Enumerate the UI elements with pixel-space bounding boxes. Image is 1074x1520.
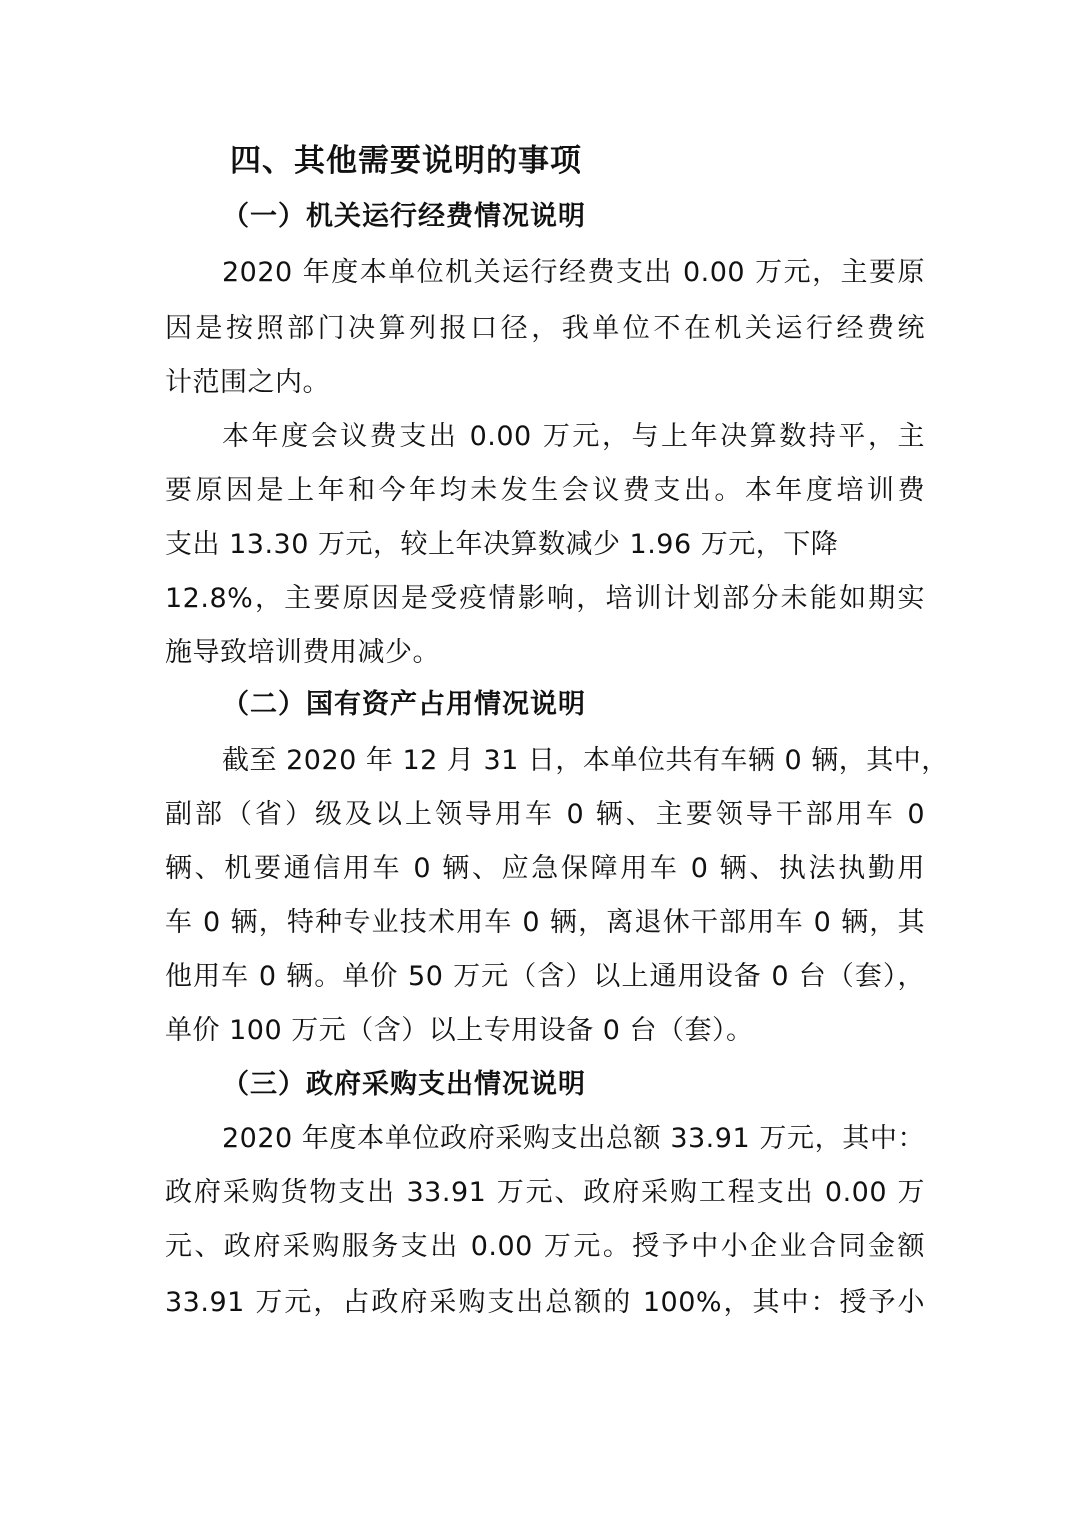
paragraph-line: 车 0 辆，特种专业技术用车 0 辆，离退休干部用车 0 辆，其 — [165, 907, 925, 938]
section-title: 四、其他需要说明的事项 — [230, 143, 582, 179]
subsection-heading-3: （三）政府采购支出情况说明 — [222, 1069, 586, 1100]
paragraph-line: 单价 100 万元（含）以上专用设备 0 台（套）。 — [165, 1015, 754, 1046]
paragraph-line: 截至 2020 年 12 月 31 日，本单位共有车辆 0 辆，其中， — [222, 745, 949, 776]
paragraph-line: 33.91 万元，占政府采购支出总额的 100%，其中：授予小 — [165, 1287, 925, 1318]
paragraph-line: 2020 年度本单位政府采购支出总额 33.91 万元，其中： — [222, 1123, 925, 1154]
paragraph-line: 支出 13.30 万元，较上年决算数减少 1.96 万元，下降 — [165, 529, 839, 560]
paragraph-line: 因是按照部门决算列报口径，我单位不在机关运行经费统 — [165, 313, 925, 344]
paragraph-line: 副部（省）级及以上领导用车 0 辆、主要领导干部用车 0 — [165, 799, 925, 830]
paragraph-line: 计范围之内。 — [165, 367, 330, 398]
paragraph-line: 本年度会议费支出 0.00 万元，与上年决算数持平，主 — [222, 421, 925, 452]
subsection-heading-1: （一）机关运行经费情况说明 — [222, 201, 586, 232]
paragraph-line: 12.8%，主要原因是受疫情影响，培训计划部分未能如期实 — [165, 583, 925, 614]
paragraph-line: 辆、机要通信用车 0 辆、应急保障用车 0 辆、执法执勤用 — [165, 853, 925, 884]
paragraph-line: 要原因是上年和今年均未发生会议费支出。本年度培训费 — [165, 475, 925, 506]
subsection-heading-2: （二）国有资产占用情况说明 — [222, 689, 586, 720]
paragraph-line: 元、政府采购服务支出 0.00 万元。授予中小企业合同金额 — [165, 1231, 925, 1262]
paragraph-line: 2020 年度本单位机关运行经费支出 0.00 万元，主要原 — [222, 257, 925, 288]
paragraph-line: 政府采购货物支出 33.91 万元、政府采购工程支出 0.00 万 — [165, 1177, 925, 1208]
paragraph-line: 他用车 0 辆。单价 50 万元（含）以上通用设备 0 台（套）， — [165, 961, 925, 992]
paragraph-line: 施导致培训费用减少。 — [165, 637, 440, 668]
